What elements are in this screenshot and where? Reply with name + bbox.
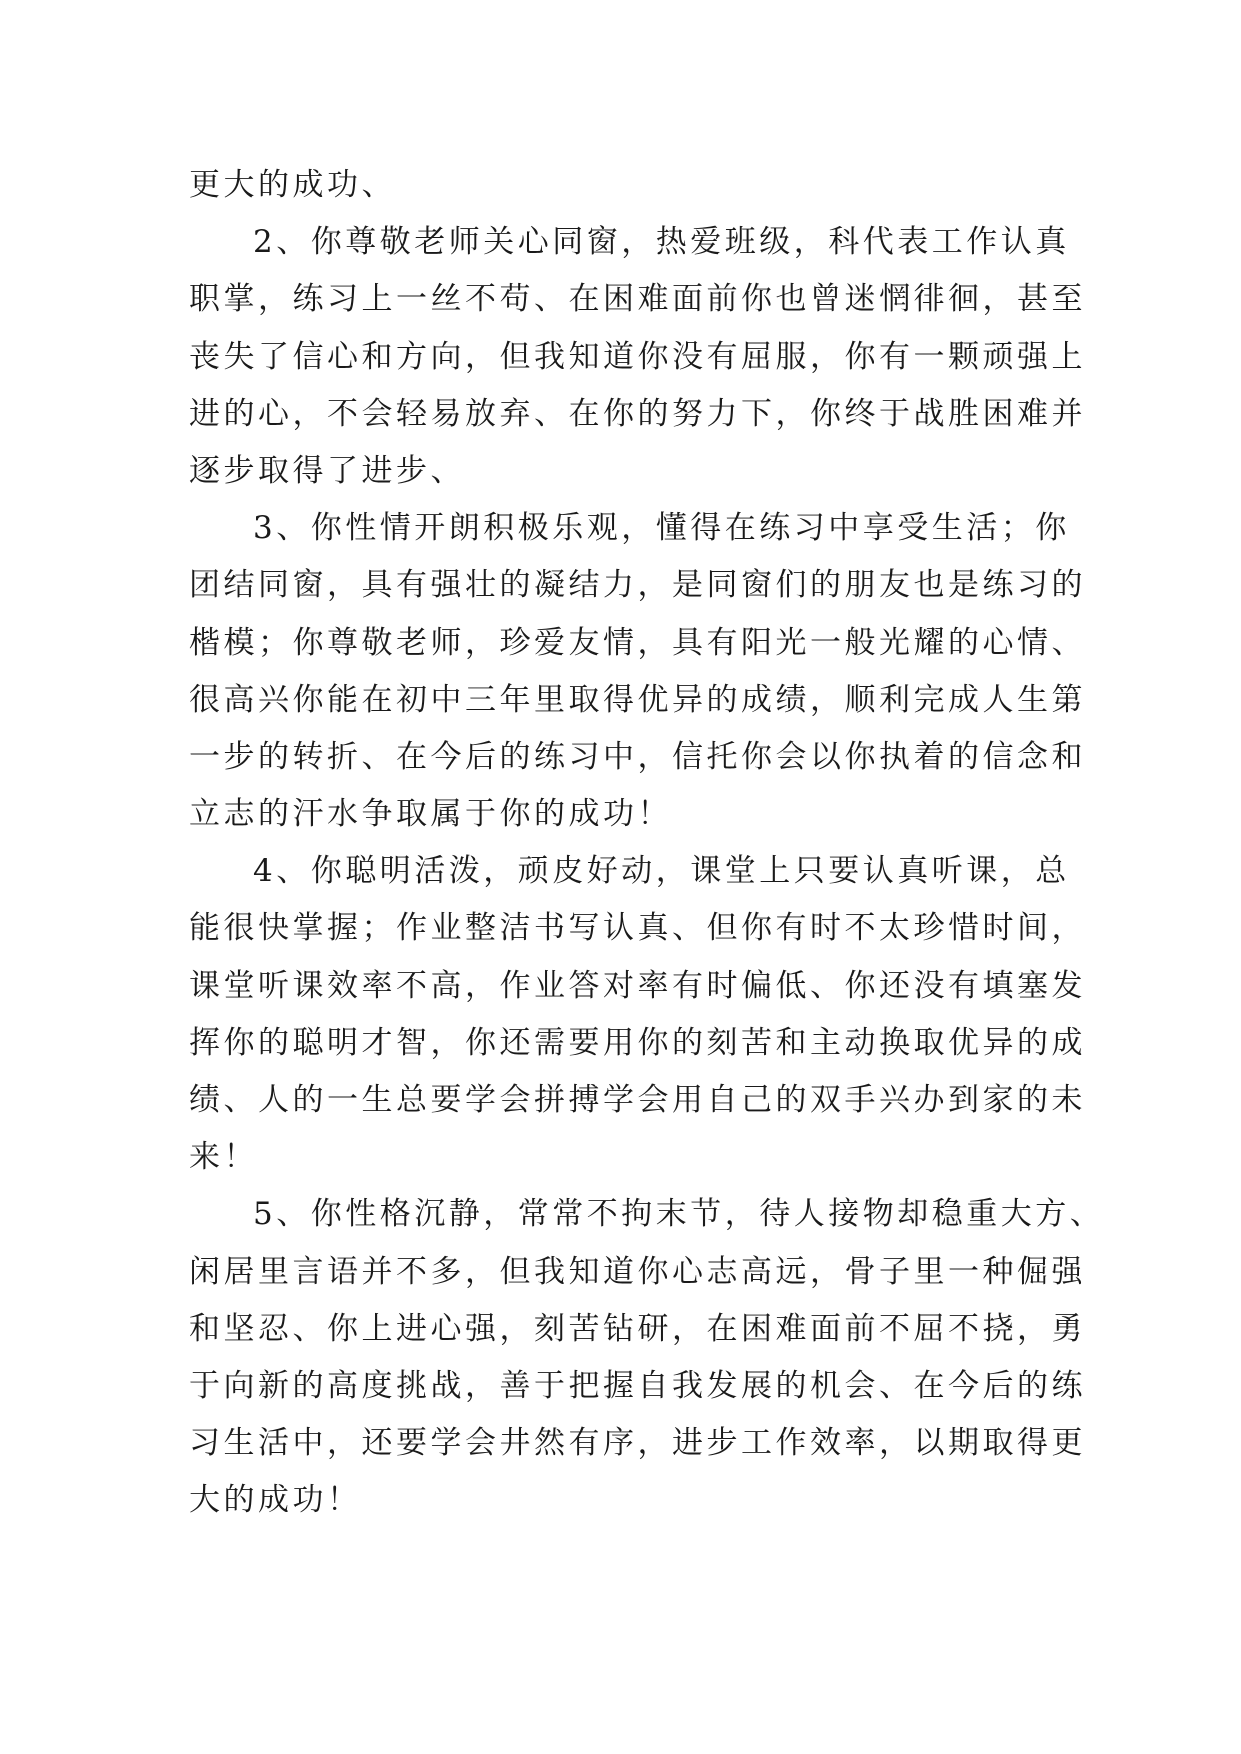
paragraph-3-line-5: 一步的转折、在今后的练习中，信托你会以你执着的信念和: [189, 738, 1086, 775]
document-body: [189, 157, 1105, 1530]
paragraph-4-line-3: 课堂听课效率不高，作业答对率有时偏低、你还没有填塞发: [189, 967, 1086, 1004]
paragraph-3-line-2: 团结同窗，具有强壮的凝结力，是同窗们的朋友也是练习的: [189, 567, 1086, 604]
paragraph-4-line-6: 来！: [189, 1139, 258, 1176]
paragraph-3-line-3: 楷模；你尊敬老师，珍爱友情，具有阳光一般光耀的心情、: [189, 624, 1086, 661]
paragraph-2-line-3: 丧失了信心和方向，但我知道你没有屈服，你有一颗顽强上: [189, 338, 1086, 375]
paragraph-3-line-4: 很高兴你能在初中三年里取得优异的成绩，顺利完成人生第: [189, 681, 1086, 718]
paragraph-3-line-6: 立志的汗水争取属于你的成功！: [189, 796, 672, 833]
paragraph-5-line-1: 5、你性格沉静，常常不拘末节，待人接物却稳重大方、: [253, 1196, 1105, 1233]
paragraph-2-line-2: 职掌，练习上一丝不苟、在困难面前你也曾迷惘徘徊，甚至: [189, 281, 1086, 318]
paragraph-5-line-5: 习生活中，还要学会井然有序，进步工作效率，以期取得更: [189, 1425, 1086, 1462]
paragraph-4-line-4: 挥你的聪明才智，你还需要用你的刻苦和主动换取优异的成: [189, 1024, 1086, 1061]
paragraph-2-line-5: 逐步取得了进步、: [189, 452, 465, 489]
paragraph-3-line-1: 3、你性情开朗积极乐观，懂得在练习中享受生活；你: [253, 510, 1070, 547]
paragraph-1-line-1: 更大的成功、: [189, 167, 396, 203]
paragraph-4-line-5: 绩、人的一生总要学会拼搏学会用自己的双手兴办到家的未: [189, 1082, 1086, 1118]
paragraph-2-line-1: 2、你尊敬老师关心同窗，热爱班级，科代表工作认真: [253, 224, 1070, 261]
paragraph-5-line-4: 于向新的高度挑战，善于把握自我发展的机会、在今后的练: [189, 1367, 1086, 1404]
paragraph-5-line-6: 大的成功！: [189, 1482, 362, 1519]
paragraph-4-line-1: 4、你聪明活泼，顽皮好动，课堂上只要认真听课，总: [253, 853, 1070, 890]
paragraph-5-line-2: 闲居里言语并不多，但我知道你心志高远，骨子里一种倔强: [189, 1253, 1086, 1290]
paragraph-4-line-2: 能很快掌握；作业整洁书写认真、但你有时不太珍惜时间，: [189, 910, 1086, 947]
paragraph-5-line-3: 和坚忍、你上进心强，刻苦钻研，在困难面前不屈不挠，勇: [189, 1310, 1086, 1347]
paragraph-2-line-4: 进的心，不会轻易放弃、在你的努力下，你终于战胜困难并: [189, 395, 1086, 432]
